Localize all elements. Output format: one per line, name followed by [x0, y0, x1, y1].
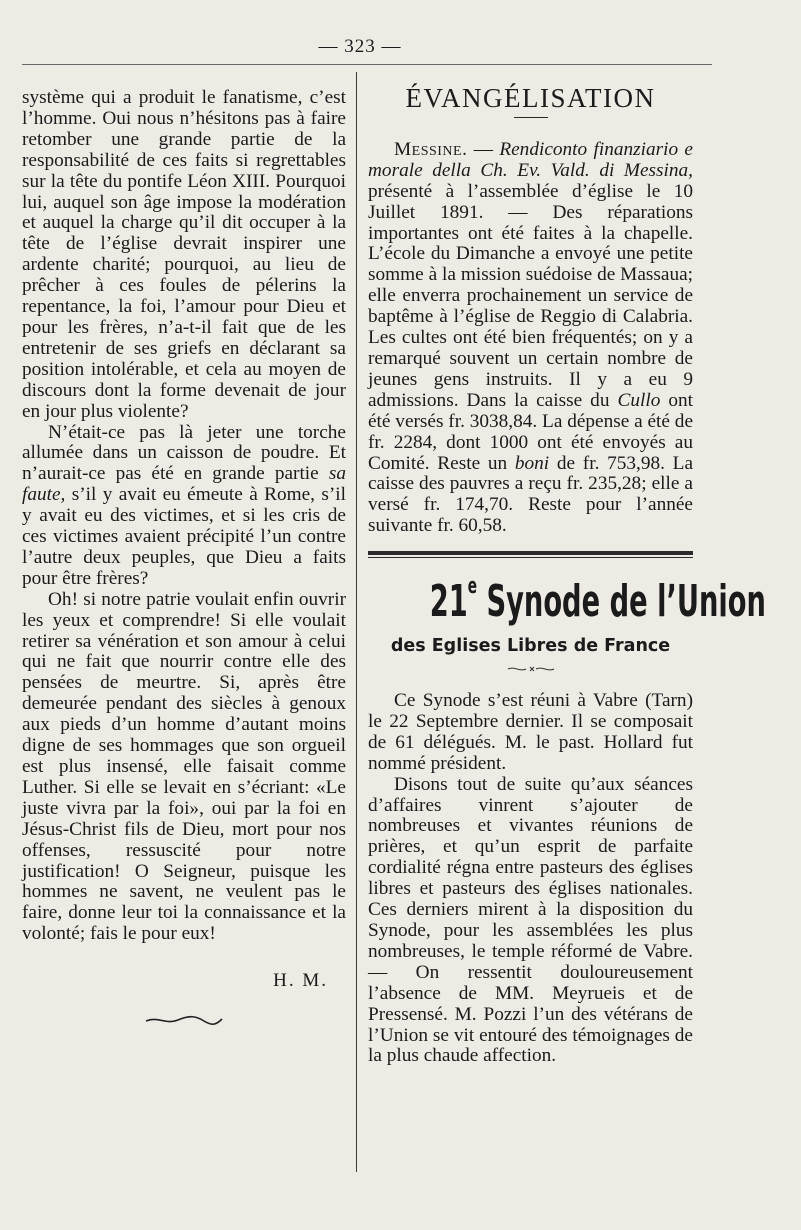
- left-column: [22, 88, 346, 1026]
- flourish-ornament: [144, 1014, 224, 1026]
- messine-cullo: Cullo: [617, 389, 661, 411]
- small-ornament: [506, 665, 556, 673]
- messine-paragraph: [368, 140, 693, 537]
- left-paragraph-2-italic: sa faute,: [22, 463, 346, 506]
- synode-subtitle: des Eglises Libres de France: [390, 636, 671, 657]
- left-paragraph-1: système qui a produit le fanatisme, c’est l’homme. Oui nous n’hésitons pas à faire retomber une grande partie de la responsabilité de ces faits si regrettables sur la tête du pontife Léon XIII. Pourquoi lui, auquel son âge impose la modération et auquel la charge qu’il dit occuper à la tête de l’église devrait inspirer une ardente charité; pourquoi, au lieu de prêcher à ces foules de pélerins la repentance, la foi, l’amour pour Dieu et pour les frères, n’a-t-il fait que de les entretenir de ses griefs en déclarant sa position intolérable, et cela au moyen de discours dont la forme devenait de jour en jour plus violente?: [22, 87, 346, 422]
- messine-text-2: ont été versés fr. 3038,84. La dépense a été de fr. 2284, dont 1000 ont été envoyés au Comité. Reste un: [368, 389, 694, 474]
- section-rule: [514, 117, 548, 118]
- synode-paragraph-1: Ce Synode s’est réuni à Vabre (Tarn) le 22 Septembre dernier. Il se composait de 61 délégués. M. le past. Hollard fut nommé président.: [368, 690, 693, 774]
- messine-boni: boni: [514, 452, 550, 474]
- left-paragraph-2-end: s’il y avait eu émeute à Rome, s’il y avait eu des victimes, et si les cris de ces victimes avaient précipité l’un contre l’autre deux peuples, que Dieu a faits pour être frères?: [22, 484, 346, 589]
- page-number: — 323 —: [318, 36, 402, 57]
- synode-title-sup: e: [467, 574, 477, 600]
- messine-dash: —: [467, 138, 500, 160]
- synode-title-number: 21: [429, 576, 468, 628]
- separator-thick: [368, 551, 693, 555]
- synode-title: [429, 574, 766, 628]
- right-column: [368, 83, 766, 1067]
- synode-title-rest: Synode de l’Union: [476, 576, 766, 628]
- messine-text-1: présenté à l’assemblée d’église le 10 Juillet 1891. — Des réparations importantes ont été faites à la chapelle. L’école du Dimanche a envoyé une petite somme à la mission suédoise de Massaua; elle enverra prochainement un service de baptême à l’église de Reggio di Calabria. Les cultes ont été bien fréquentés; on y a remarqué souvent un certain nombre de jeunes gens instruits. Il y a eu 9 admissions. Dans la caisse du: [368, 180, 693, 411]
- messine-title: Rendiconto finanziario e morale della Ch. Ev. Vald. di Messina,: [368, 138, 693, 181]
- left-paragraph-2-start: N’était-ce pas là jeter une torche allumée dans un caisson de poudre. Et n’aurait-ce pas été en grande partie: [22, 421, 346, 485]
- messine-label: Messine.: [394, 138, 468, 160]
- signature: H. M.: [273, 970, 328, 992]
- column-divider: [356, 72, 357, 1172]
- separator-thin: [368, 557, 693, 558]
- header-rule: [22, 64, 712, 65]
- messine-text-3: de fr. 753,98. La caisse des pauvres a reçu fr. 235,28; elle a versé fr. 174,70. Reste pour l’année suivante fr. 60,58.: [368, 452, 694, 537]
- section-title-evangelisation: ÉVANGÉLISATION: [405, 83, 656, 113]
- synode-paragraph-2: Disons tout de suite qu’aux séances d’affaires vinrent s’ajouter de nombreuses et vivantes réunions de prières, et qu’un esprit de parfaite cordialité régna entre pasteurs des églises libres et pasteurs des églises nationales. Ces derniers mirent à la disposition du Synode, pour les assemblées les plus nombreuses, le temple réformé de Vabre. — On ressentit douloureusement l’absence de MM. Meyrueis et de Pressensé. M. Pozzi l’un des vétérans de l’Union se vit entouré des témoignages de la plus chaude affection.: [368, 773, 693, 1067]
- left-paragraph-3: Oh! si notre patrie voulait enfin ouvrir les yeux et comprendre! Si elle voulait retirer sa vénération et son amour à celui qui ne fait que nourrir contre elle des pensées de meurtre. Si, après être demeurée pendant des siècles à genoux aux pieds d’un homme d’autant moins digne de ses hommages que son orgueil est plus insensé, elle faisait comme Luther. Si elle se levait en s’écriant: «Le juste vivra par la foi», oui par la foi en Jésus-Christ fils de Dieu, mort pour nos offenses, ressuscité pour notre justification! O Seigneur, puisque les hommes ne savent, ne veulent pas le faire, donne leur toi la connaissance et la volonté; fais le pour eux!: [22, 588, 346, 945]
- left-paragraph-2: [22, 423, 346, 590]
